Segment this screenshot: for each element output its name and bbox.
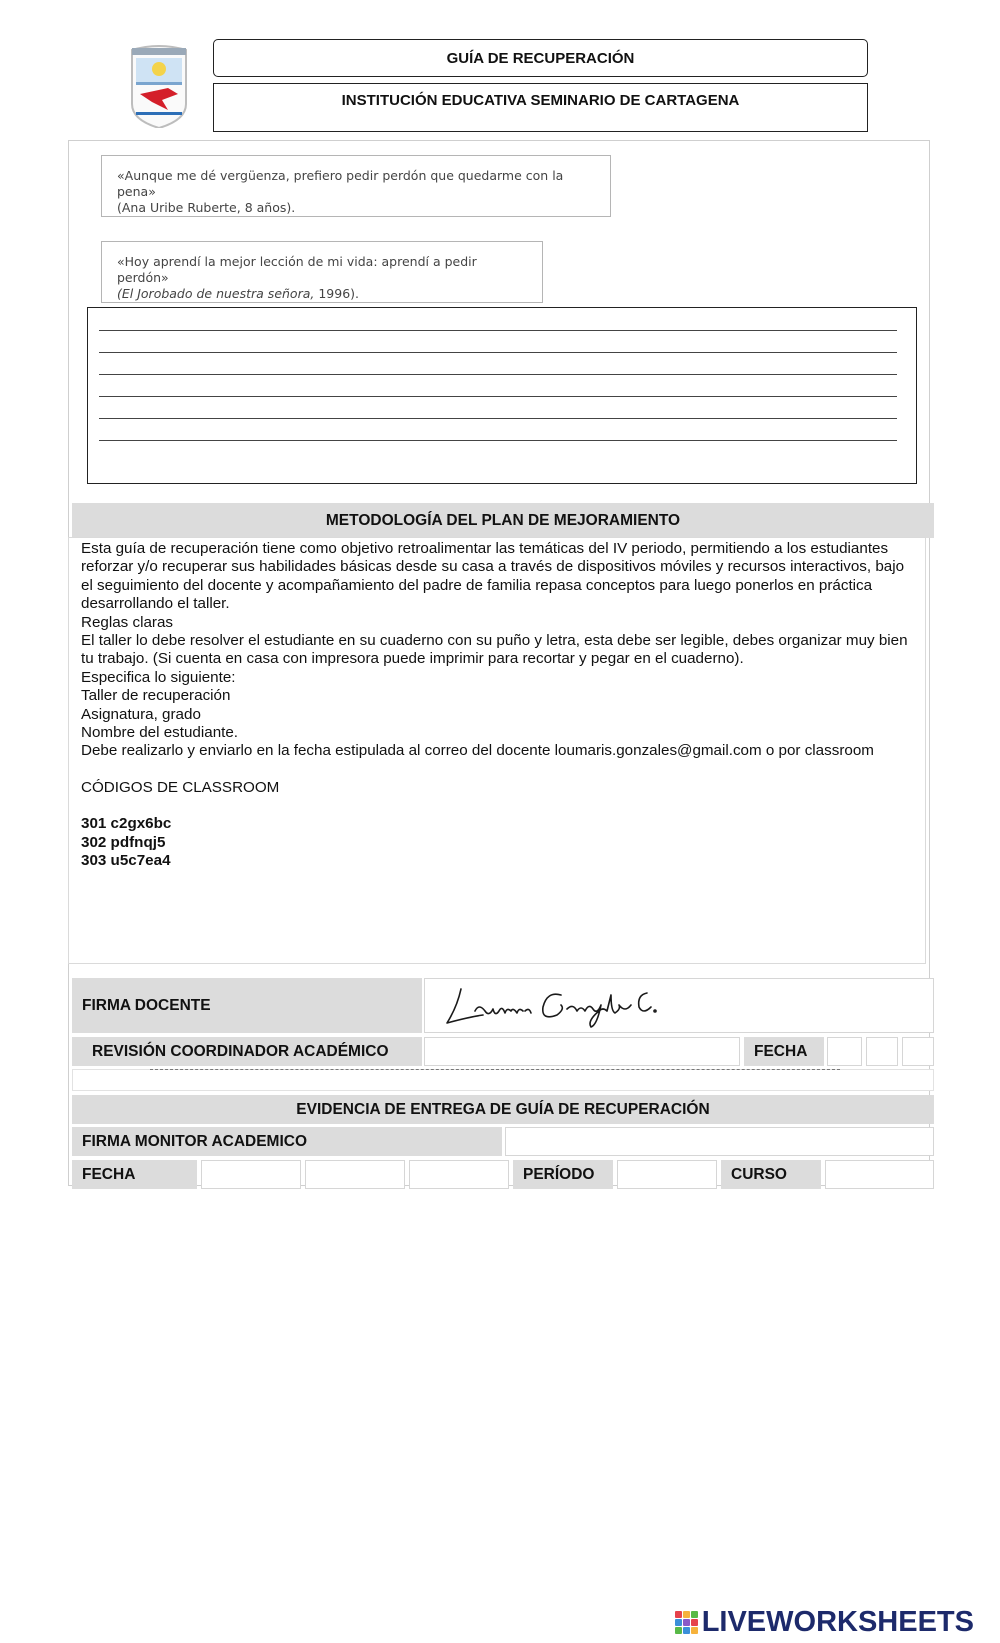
answer-line[interactable] — [99, 418, 897, 419]
revision-field[interactable] — [424, 1037, 740, 1066]
quote-text: «Aunque me dé vergüenza, prefiero pedir perdón que quedarme con la pena» — [117, 168, 564, 199]
date-year-field[interactable] — [902, 1037, 934, 1066]
evidence-fecha-label: FECHA — [72, 1160, 197, 1189]
signature-text: Loumaris González C. — [439, 1030, 449, 1031]
watermark-text: LIVEWORKSHEETS — [701, 1605, 974, 1638]
quote-card-1 — [101, 155, 611, 217]
classroom-code: 303 u5c7ea4 — [81, 852, 171, 870]
dashed-divider — [150, 1069, 840, 1070]
curso-field[interactable] — [825, 1160, 934, 1189]
quote-card-2 — [101, 241, 543, 303]
quote-source-title: (El Jorobado de nuestra señora, — [117, 286, 315, 301]
methodology-intro: Esta guía de recuperación tiene como objetivo retroalimentar las temáticas del IV periodo, permitiendo a los estudiantes reforzar y/o recuperar sus habilidades básicas desde su casa a través de dispositivos móviles y recursos interactivos, bajo el seguimiento del docente y acompañamiento del padre de familia repasa conceptos para luego ponerlos en práctica desarrollando el taller. — [81, 540, 905, 613]
methodology-body — [68, 537, 926, 964]
firma-monitor-label: FIRMA MONITOR ACADEMICO — [72, 1127, 502, 1156]
evidence-date-year-field[interactable] — [409, 1160, 509, 1189]
guide-title: GUÍA DE RECUPERACIÓN — [213, 39, 868, 77]
classroom-code: 301 c2gx6bc — [81, 815, 172, 833]
periodo-label: PERÍODO — [513, 1160, 613, 1189]
teacher-signature — [439, 981, 659, 1031]
answer-line[interactable] — [99, 352, 897, 353]
classroom-code: 302 pdfnqj5 — [81, 833, 166, 851]
evidence-date-day-field[interactable] — [201, 1160, 301, 1189]
codes-title: CÓDIGOS DE CLASSROOM — [81, 778, 280, 796]
rules-text: El taller lo debe resolver el estudiante en su cuaderno con su puño y letra, esta debe ser legible, debes organizar muy bien tu trabajo. (Si cuenta en casa con impresora puede imprimir para recortar y pegar en el cuaderno). — [81, 632, 908, 668]
quote-source: (Ana Uribe Ruberte, 8 años). — [117, 200, 296, 215]
revision-label: REVISIÓN COORDINADOR ACADÉMICO — [72, 1037, 422, 1066]
evidence-heading: EVIDENCIA DE ENTREGA DE GUÍA DE RECUPERACIÓN — [72, 1095, 934, 1124]
answer-line[interactable] — [99, 440, 897, 441]
list-item: Nombre del estudiante. — [81, 724, 239, 742]
quote-source-year: 1996). — [314, 286, 359, 301]
separator-row — [72, 1069, 934, 1091]
answer-line[interactable] — [99, 396, 897, 397]
firma-docente-label: FIRMA DOCENTE — [72, 978, 422, 1033]
list-item: Asignatura, grado — [81, 705, 201, 723]
answer-line[interactable] — [99, 374, 897, 375]
evidence-date-month-field[interactable] — [305, 1160, 405, 1189]
date-month-field[interactable] — [866, 1037, 898, 1066]
curso-label: CURSO — [721, 1160, 821, 1189]
methodology-heading: METODOLOGÍA DEL PLAN DE MEJORAMIENTO — [72, 503, 934, 538]
periodo-field[interactable] — [617, 1160, 717, 1189]
quote-text: «Hoy aprendí la mejor lección de mi vida: aprendí a pedir perdón» — [117, 254, 477, 285]
school-logo — [128, 42, 190, 128]
rules-title: Reglas claras — [81, 613, 174, 631]
list-item: Taller de recuperación — [81, 687, 231, 705]
signature-cell — [424, 978, 934, 1033]
quote-source — [117, 286, 528, 302]
send-instructions: Debe realizarlo y enviarlo en la fecha estipulada al correo del docente loumaris.gonzales@gmail.com o por classroom — [81, 742, 874, 760]
specify-text: Especifica lo siguiente: — [81, 668, 236, 686]
liveworksheets-logo-icon — [675, 1611, 698, 1634]
answer-line[interactable] — [99, 330, 897, 331]
fecha-label: FECHA — [744, 1037, 824, 1066]
monitor-signature-field[interactable] — [505, 1127, 934, 1156]
date-day-field[interactable] — [827, 1037, 862, 1066]
answer-box[interactable] — [87, 307, 917, 484]
institution-name: INSTITUCIÓN EDUCATIVA SEMINARIO DE CARTAGENA — [213, 83, 868, 132]
liveworksheets-watermark — [675, 1607, 974, 1637]
